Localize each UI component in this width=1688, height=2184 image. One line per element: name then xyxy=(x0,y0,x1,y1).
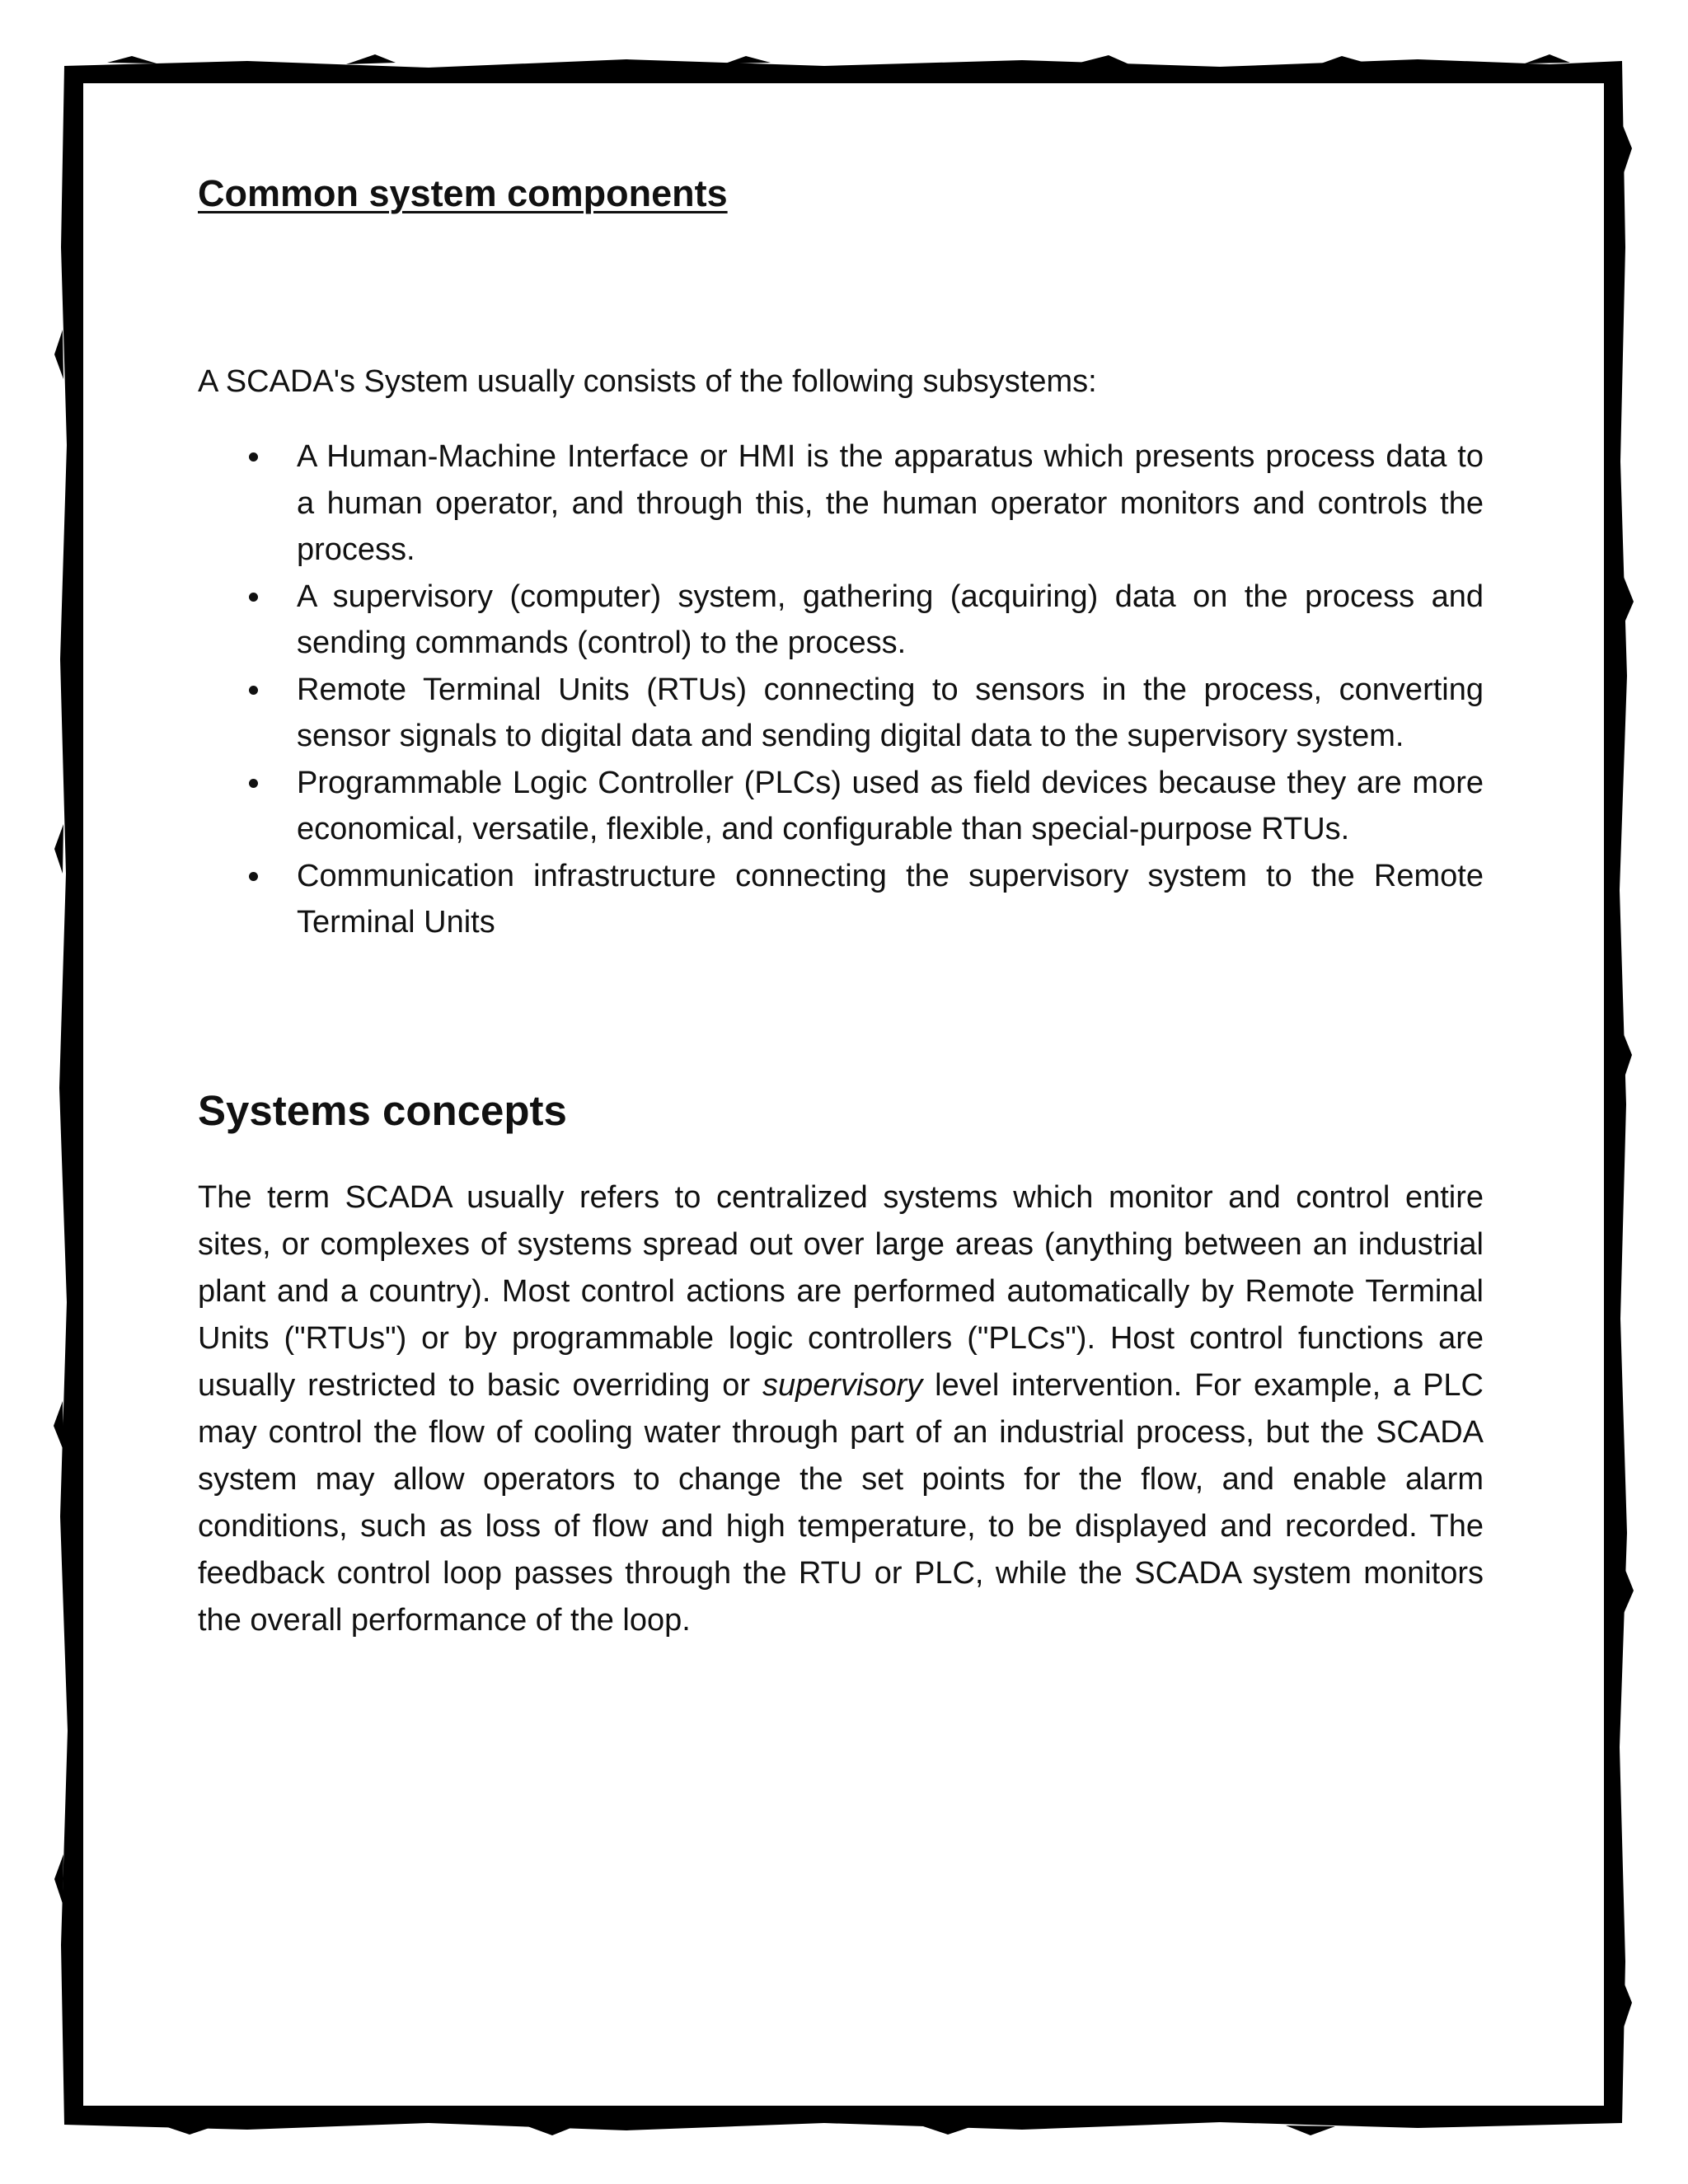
list-item-text: Communication infrastructure connecting the supervisory system to the Remote Terminal Units xyxy=(297,858,1484,940)
intro-sentence: A SCADA's System usually consists of the following subsystems: xyxy=(198,364,1097,399)
list-item-text: Remote Terminal Units (RTUs) connecting to sensors in the process, converting sensor signals to digital data and sending digital data to the supervisory system. xyxy=(297,672,1484,753)
list-item-text: Programmable Logic Controller (PLCs) used as field devices because they are more economical, versatile, flexible, and configurable than special-purpose RTUs. xyxy=(297,765,1484,846)
bullet-icon xyxy=(249,872,258,881)
list-item xyxy=(198,760,1484,853)
systems-concepts-paragraph xyxy=(198,1174,1484,1644)
list-item xyxy=(198,667,1484,760)
section-heading-systems-concepts: Systems concepts xyxy=(198,1086,567,1134)
list-item-text: A Human-Machine Interface or HMI is the apparatus which presents process data to a human operator, and through this, the human operator monitors and controls the process. xyxy=(297,439,1484,567)
bullet-icon xyxy=(249,686,258,695)
paragraph-emphasis: supervisory xyxy=(762,1367,923,1403)
bullet-icon xyxy=(249,452,258,462)
page-content xyxy=(198,161,1484,1644)
paragraph-text-part2: level intervention. For example, a PLC may control the flow of cooling water through part of an industrial process, but the SCADA system may allow operators to change the set points for the flow, and enable alarm conditions, such as loss of flow and high temperature, to be displayed and recorded. The feedback control loop passes through the RTU or PLC, while the SCADA system monitors the overall performance of the loop. xyxy=(198,1367,1484,1638)
list-item xyxy=(198,853,1484,946)
bullet-icon xyxy=(249,593,258,602)
subsystems-list xyxy=(198,434,1484,946)
list-item xyxy=(198,434,1484,574)
paragraph-text-part1: The term SCADA usually refers to centralized systems which monitor and control entire sites, or complexes of systems spread out over large areas (anything between an industrial plant and a country). Most control actions are performed automatically by Remote Terminal Units ("RTUs") or by programmable logic controllers ("PLCs"). Host control functions are usually restricted to basic overriding or xyxy=(198,1179,1484,1403)
section-heading-common-components: Common system components xyxy=(198,172,728,214)
list-item xyxy=(198,574,1484,667)
list-item-text: A supervisory (computer) system, gathering (acquiring) data on the process and sending commands (control) to the process. xyxy=(297,579,1484,660)
bullet-icon xyxy=(249,779,258,788)
